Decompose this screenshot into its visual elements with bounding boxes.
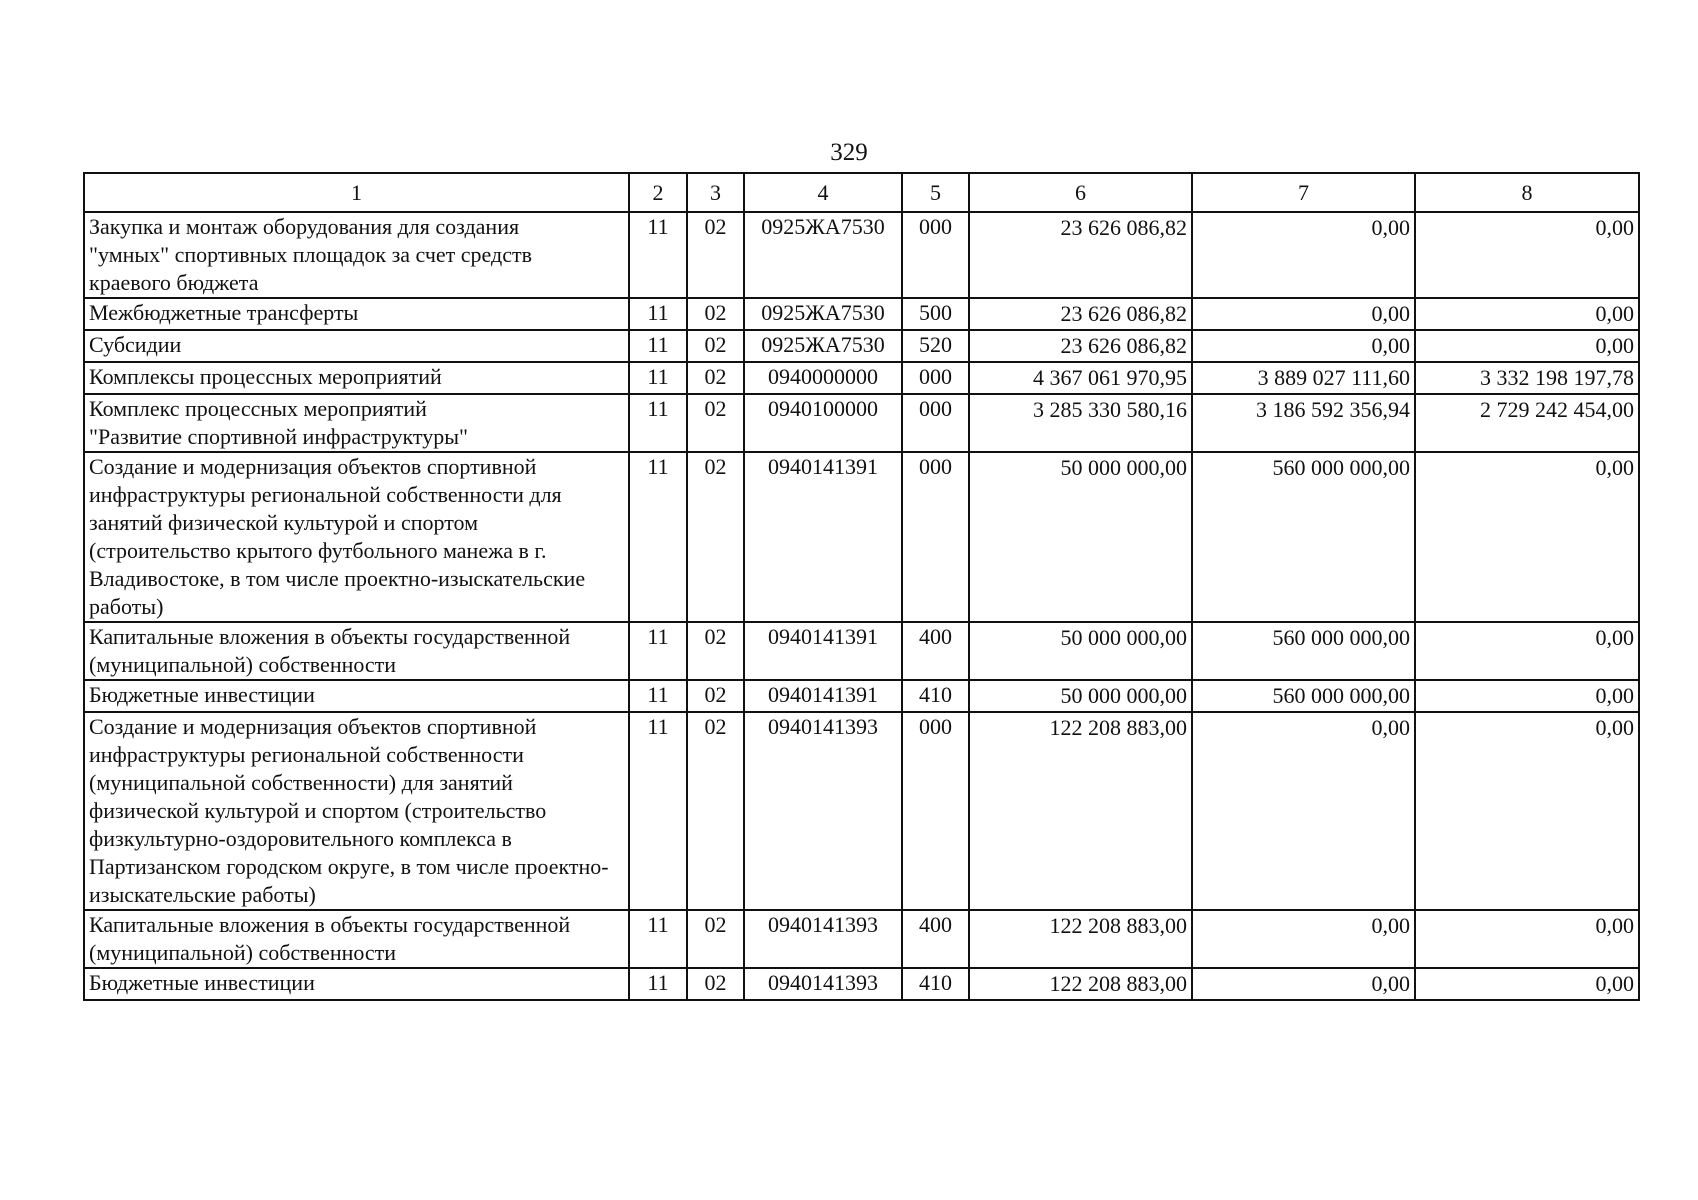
header-row (84, 173, 1639, 212)
expense-type-code: 500 (902, 298, 969, 330)
amount-col7: 0,00 (1192, 298, 1415, 330)
amount-col6: 50 000 000,00 (969, 622, 1192, 680)
row-name: Капитальные вложения в объекты государственной (муниципальной) собственности (84, 622, 629, 680)
expense-type-code: 000 (902, 394, 969, 452)
row-name: Межбюджетные трансферты (84, 298, 629, 330)
row-name: Создание и модернизация объектов спортивной инфраструктуры региональной собственности для занятий физической культурой и спортом (строительство крытого футбольного манежа в г. Владивостоке, в том числе проектно-изыскательские работы) (84, 452, 629, 622)
column-header: 5 (902, 173, 969, 212)
row-name: Бюджетные инвестиции (84, 968, 629, 1000)
target-code: 0940141391 (744, 622, 902, 680)
table-row (84, 712, 1639, 910)
amount-col8: 0,00 (1415, 298, 1639, 330)
amount-col6: 122 208 883,00 (969, 910, 1192, 968)
section-code: 11 (629, 910, 687, 968)
target-code: 0925ЖА7530 (744, 330, 902, 362)
target-code: 0940000000 (744, 362, 902, 394)
row-name: Бюджетные инвестиции (84, 680, 629, 712)
table-row (84, 362, 1639, 394)
expense-type-code: 410 (902, 968, 969, 1000)
table-row (84, 330, 1639, 362)
amount-col8: 0,00 (1415, 712, 1639, 910)
amount-col7: 3 889 027 111,60 (1192, 362, 1415, 394)
column-header: 4 (744, 173, 902, 212)
column-header: 7 (1192, 173, 1415, 212)
amount-col6: 122 208 883,00 (969, 968, 1192, 1000)
table-row (84, 212, 1639, 298)
expense-type-code: 520 (902, 330, 969, 362)
amount-col6: 122 208 883,00 (969, 712, 1192, 910)
section-code: 11 (629, 680, 687, 712)
amount-col6: 3 285 330 580,16 (969, 394, 1192, 452)
subsection-code: 02 (687, 452, 744, 622)
section-code: 11 (629, 968, 687, 1000)
target-code: 0940141391 (744, 680, 902, 712)
section-code: 11 (629, 394, 687, 452)
table-row (84, 298, 1639, 330)
table-row (84, 680, 1639, 712)
amount-col8: 3 332 198 197,78 (1415, 362, 1639, 394)
expense-type-code: 000 (902, 212, 969, 298)
amount-col8: 0,00 (1415, 212, 1639, 298)
amount-col7: 3 186 592 356,94 (1192, 394, 1415, 452)
expense-type-code: 410 (902, 680, 969, 712)
row-name: Комплекс процессных мероприятий "Развитие спортивной инфраструктуры" (84, 394, 629, 452)
table-row (84, 452, 1639, 622)
table-row (84, 622, 1639, 680)
row-name: Комплексы процессных мероприятий (84, 362, 629, 394)
amount-col8: 0,00 (1415, 452, 1639, 622)
column-header: 2 (629, 173, 687, 212)
table-row (84, 968, 1639, 1000)
row-name: Капитальные вложения в объекты государственной (муниципальной) собственности (84, 910, 629, 968)
subsection-code: 02 (687, 362, 744, 394)
amount-col7: 560 000 000,00 (1192, 680, 1415, 712)
subsection-code: 02 (687, 968, 744, 1000)
section-code: 11 (629, 330, 687, 362)
column-header: 3 (687, 173, 744, 212)
expense-type-code: 000 (902, 452, 969, 622)
target-code: 0940141393 (744, 968, 902, 1000)
budget-table (83, 172, 1640, 1001)
target-code: 0925ЖА7530 (744, 298, 902, 330)
subsection-code: 02 (687, 712, 744, 910)
amount-col7: 0,00 (1192, 330, 1415, 362)
column-header: 6 (969, 173, 1192, 212)
subsection-code: 02 (687, 298, 744, 330)
amount-col6: 50 000 000,00 (969, 680, 1192, 712)
amount-col6: 4 367 061 970,95 (969, 362, 1192, 394)
row-name: Закупка и монтаж оборудования для создания "умных" спортивных площадок за счет средств краевого бюджета (84, 212, 629, 298)
section-code: 11 (629, 212, 687, 298)
target-code: 0940100000 (744, 394, 902, 452)
column-header: 8 (1415, 173, 1639, 212)
subsection-code: 02 (687, 622, 744, 680)
subsection-code: 02 (687, 212, 744, 298)
column-header: 1 (84, 173, 629, 212)
amount-col6: 23 626 086,82 (969, 298, 1192, 330)
expense-type-code: 000 (902, 712, 969, 910)
subsection-code: 02 (687, 394, 744, 452)
section-code: 11 (629, 622, 687, 680)
target-code: 0940141391 (744, 452, 902, 622)
amount-col7: 0,00 (1192, 712, 1415, 910)
amount-col8: 0,00 (1415, 910, 1639, 968)
amount-col8: 2 729 242 454,00 (1415, 394, 1639, 452)
subsection-code: 02 (687, 330, 744, 362)
target-code: 0925ЖА7530 (744, 212, 902, 298)
expense-type-code: 400 (902, 910, 969, 968)
target-code: 0940141393 (744, 910, 902, 968)
amount-col7: 560 000 000,00 (1192, 622, 1415, 680)
section-code: 11 (629, 452, 687, 622)
amount-col8: 0,00 (1415, 330, 1639, 362)
amount-col7: 0,00 (1192, 212, 1415, 298)
row-name: Создание и модернизация объектов спортивной инфраструктуры региональной собственности (муниципальной собственности) для занятий физической культурой и спортом (строительство физкультурно-оздоровительного комплекса в Партизанском городском округе, в том числе проектно-изыскательские работы) (84, 712, 629, 910)
section-code: 11 (629, 298, 687, 330)
target-code: 0940141393 (744, 712, 902, 910)
amount-col7: 0,00 (1192, 968, 1415, 1000)
table-row (84, 910, 1639, 968)
section-code: 11 (629, 712, 687, 910)
subsection-code: 02 (687, 680, 744, 712)
table-row (84, 394, 1639, 452)
expense-type-code: 000 (902, 362, 969, 394)
page-number: 329 (830, 139, 868, 166)
subsection-code: 02 (687, 910, 744, 968)
amount-col6: 23 626 086,82 (969, 330, 1192, 362)
amount-col8: 0,00 (1415, 622, 1639, 680)
amount-col6: 23 626 086,82 (969, 212, 1192, 298)
expense-type-code: 400 (902, 622, 969, 680)
section-code: 11 (629, 362, 687, 394)
amount-col6: 50 000 000,00 (969, 452, 1192, 622)
row-name: Субсидии (84, 330, 629, 362)
amount-col8: 0,00 (1415, 680, 1639, 712)
amount-col7: 560 000 000,00 (1192, 452, 1415, 622)
amount-col7: 0,00 (1192, 910, 1415, 968)
amount-col8: 0,00 (1415, 968, 1639, 1000)
